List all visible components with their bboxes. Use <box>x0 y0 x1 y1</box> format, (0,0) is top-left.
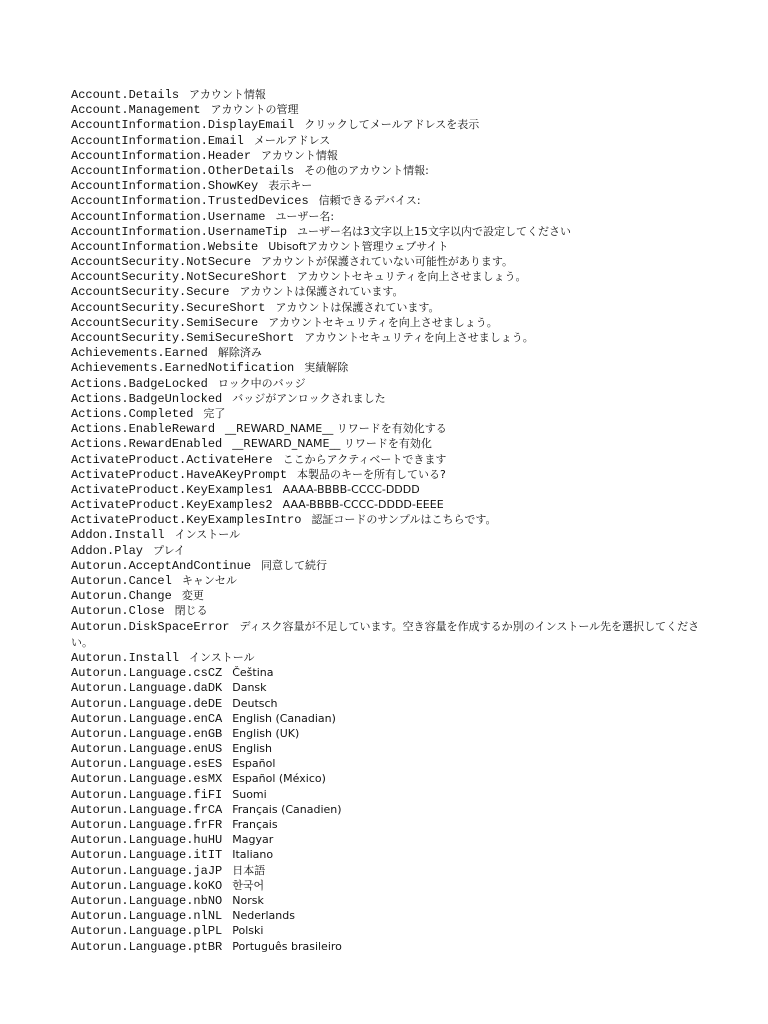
string-key: AccountInformation.TrustedDevices <box>71 194 309 209</box>
string-value: アカウントが保護されていない可能性があります。 <box>261 255 514 269</box>
string-entry <box>71 756 711 771</box>
string-value: 同意して続行 <box>261 558 328 572</box>
string-entry <box>71 847 711 862</box>
string-key: Autorun.Cancel <box>71 574 172 588</box>
string-value: バッジがアンロックされました <box>232 391 386 405</box>
string-value: ユーザー名は3文字以上15文字以内で設定してください <box>297 224 572 238</box>
string-key: AccountInformation.DisplayEmail <box>71 118 295 133</box>
string-entry <box>71 665 711 680</box>
string-key: Autorun.Language.esMX <box>71 772 223 787</box>
string-entry <box>71 102 711 117</box>
string-value: アカウントは保護されています。 <box>275 300 440 314</box>
string-entry <box>71 527 711 542</box>
string-entry <box>71 558 711 573</box>
string-value: Magyar <box>232 833 274 847</box>
string-value: 完了 <box>203 406 226 420</box>
string-value: English (UK) <box>232 726 300 740</box>
string-value: __REWARD_NAME__ リワードを有効化する <box>225 422 447 436</box>
string-entry <box>71 603 711 618</box>
string-value: ディスク容量が不足しています。空き容量を作成するか別のインストール先を選択してください。 <box>71 619 700 649</box>
string-entry <box>71 360 711 375</box>
string-value: アカウント情報 <box>189 88 266 101</box>
string-entry <box>71 543 711 558</box>
string-key: Addon.Play <box>71 543 144 558</box>
string-key: AccountInformation.Website <box>71 239 259 254</box>
string-key: Addon.Install <box>71 528 165 543</box>
string-value: Português brasileiro <box>232 939 342 953</box>
string-key: Autorun.Language.itIT <box>71 848 223 863</box>
string-value: クリックしてメールアドレスを表示 <box>304 118 480 132</box>
string-entry <box>71 148 711 163</box>
string-value: Norsk <box>232 893 264 907</box>
string-entry <box>71 771 711 786</box>
string-key: AccountInformation.OtherDetails <box>71 163 295 178</box>
string-key: Autorun.Language.enCA <box>71 711 223 726</box>
string-entry <box>71 178 711 193</box>
string-key: Autorun.Language.frCA <box>71 802 223 817</box>
string-value: 表示キー <box>268 179 313 193</box>
string-entry <box>71 817 711 832</box>
string-entry <box>71 893 711 908</box>
string-entry <box>71 406 711 421</box>
string-key: AccountSecurity.Secure <box>71 285 230 300</box>
string-value: Français (Canadien) <box>232 802 342 816</box>
string-key: Autorun.Language.daDK <box>71 681 223 696</box>
string-value: 信頼できるデバイス: <box>318 194 421 208</box>
string-value: Español <box>232 757 276 771</box>
string-key: ActivateProduct.KeyExamplesIntro <box>71 513 302 528</box>
string-entry <box>71 300 711 315</box>
string-key: Autorun.AcceptAndContinue <box>71 558 252 573</box>
string-key: Actions.Completed <box>71 406 194 421</box>
string-entry <box>71 133 711 148</box>
string-entry <box>71 726 711 741</box>
string-value: Čeština <box>232 666 274 680</box>
string-value: Deutsch <box>232 696 278 710</box>
string-value: ここからアクティベートできます <box>282 452 447 466</box>
string-entry <box>71 573 711 588</box>
string-value: インストール <box>174 528 241 542</box>
string-value: English (Canadian) <box>232 711 336 725</box>
string-value: English <box>232 742 272 756</box>
string-key: Autorun.Language.enUS <box>71 742 223 757</box>
string-entry <box>71 711 711 726</box>
string-value: Español (México) <box>232 772 326 786</box>
string-entry <box>71 315 711 330</box>
string-entry <box>71 482 711 497</box>
string-entry <box>71 224 711 239</box>
string-key: Account.Management <box>71 103 201 118</box>
string-value: アカウントセキュリティを向上させましょう。 <box>297 270 527 284</box>
string-value: インストール <box>189 650 255 664</box>
string-value: その他のアカウント情報: <box>304 163 429 177</box>
string-key: AccountSecurity.NotSecure <box>71 255 252 270</box>
string-entry <box>71 193 711 208</box>
string-entry <box>71 908 711 923</box>
string-key: Autorun.Language.jaJP <box>71 863 223 878</box>
string-entry <box>71 588 711 603</box>
string-key: Actions.EnableReward <box>71 422 216 437</box>
string-value: ロック中のバッジ <box>217 376 306 390</box>
string-entry <box>71 269 711 284</box>
string-value: アカウントの管理 <box>210 103 299 117</box>
string-value: キャンセル <box>181 574 237 587</box>
string-key: Autorun.Language.huHU <box>71 833 223 848</box>
string-entry <box>71 284 711 299</box>
string-key: Autorun.Install <box>71 650 180 665</box>
string-value: AAA-BBBB-CCCC-DDDD-EEEE <box>282 498 444 512</box>
string-key: Actions.RewardEnabled <box>71 437 223 452</box>
string-key: Autorun.Language.fiFI <box>71 787 223 802</box>
string-entry <box>71 436 711 451</box>
string-key: Autorun.Language.nbNO <box>71 893 223 908</box>
string-key: AccountInformation.Username <box>71 209 266 224</box>
string-value: 한국어 <box>232 878 265 892</box>
string-key: Autorun.Language.csCZ <box>71 666 223 681</box>
string-entry <box>71 163 711 178</box>
string-entry <box>71 239 711 254</box>
string-entry <box>71 345 711 360</box>
string-key: AccountInformation.Email <box>71 133 244 148</box>
string-value: アカウントは保護されています。 <box>239 285 404 299</box>
string-key: ActivateProduct.KeyExamples2 <box>71 498 273 513</box>
string-key: Autorun.Language.deDE <box>71 696 223 711</box>
string-value: メールアドレス <box>253 133 331 147</box>
string-entry <box>71 87 711 102</box>
string-value: Ubisoftアカウント管理ウェブサイト <box>268 239 449 253</box>
string-value: 実績解除 <box>304 361 349 375</box>
string-value: ユーザー名: <box>275 209 335 223</box>
string-value: アカウント情報 <box>261 148 338 162</box>
string-entry <box>71 878 711 893</box>
string-key: Autorun.Change <box>71 589 172 604</box>
localization-document <box>71 87 711 954</box>
string-key: AccountInformation.UsernameTip <box>71 224 288 239</box>
string-key: Autorun.Language.plPL <box>71 924 223 939</box>
string-entry <box>71 923 711 938</box>
string-entry <box>71 330 711 345</box>
string-key: AccountSecurity.SemiSecure <box>71 315 259 330</box>
string-value: Dansk <box>232 681 267 695</box>
string-value: 閉じる <box>174 604 208 618</box>
string-value: 変更 <box>181 589 204 603</box>
string-entry <box>71 391 711 406</box>
string-entry <box>71 452 711 467</box>
string-key: Autorun.Language.koKO <box>71 878 223 893</box>
string-value: アカウントセキュリティを向上させましょう。 <box>304 331 534 344</box>
string-key: Autorun.Language.frFR <box>71 818 223 833</box>
string-key: Actions.BadgeLocked <box>71 376 208 391</box>
string-value: 認証コードのサンプルはこちらです。 <box>311 513 497 527</box>
string-value: __REWARD_NAME__ リワードを有効化 <box>232 437 432 451</box>
string-value: Italiano <box>232 848 274 862</box>
string-entry <box>71 680 711 695</box>
string-key: Autorun.Language.nlNL <box>71 909 223 924</box>
string-entry <box>71 696 711 711</box>
string-key: ActivateProduct.HaveAKeyPrompt <box>71 467 288 482</box>
string-entry <box>71 863 711 878</box>
string-key: AccountSecurity.NotSecureShort <box>71 270 288 285</box>
string-key: Achievements.EarnedNotification <box>71 361 295 376</box>
string-key: Autorun.Language.enGB <box>71 726 223 741</box>
string-entry <box>71 650 711 665</box>
string-entry <box>71 421 711 436</box>
string-key: AccountInformation.ShowKey <box>71 179 259 194</box>
string-value: Français <box>232 818 278 832</box>
string-entry <box>71 467 711 482</box>
string-value: Nederlands <box>232 909 295 923</box>
string-key: ActivateProduct.KeyExamples1 <box>71 482 273 497</box>
string-value: 解除済み <box>217 346 262 360</box>
string-entry <box>71 117 711 132</box>
string-entry <box>71 376 711 391</box>
string-key: Account.Details <box>71 88 180 102</box>
string-entry <box>71 497 711 512</box>
string-value: 日本語 <box>232 863 266 877</box>
string-key: Autorun.Close <box>71 604 165 619</box>
string-key: Autorun.Language.esES <box>71 757 223 772</box>
string-entry <box>71 832 711 847</box>
string-key: Autorun.Language.ptBR <box>71 939 223 954</box>
string-value: 本製品のキーを所有している? <box>297 467 446 481</box>
string-value: Polski <box>232 924 264 938</box>
string-entry <box>71 802 711 817</box>
string-key: AccountInformation.Header <box>71 148 252 163</box>
string-entry <box>71 741 711 756</box>
string-entry <box>71 254 711 269</box>
string-value: AAAA-BBBB-CCCC-DDDD <box>282 482 420 496</box>
string-entry <box>71 619 711 650</box>
string-entry <box>71 787 711 802</box>
string-value: Suomi <box>232 787 267 801</box>
string-key: AccountSecurity.SecureShort <box>71 300 266 315</box>
string-key: Autorun.DiskSpaceError <box>71 619 230 634</box>
string-value: プレイ <box>153 543 186 557</box>
string-entry <box>71 209 711 224</box>
string-key: Achievements.Earned <box>71 346 208 361</box>
string-value: アカウントセキュリティを向上させましょう。 <box>268 315 498 329</box>
string-key: Actions.BadgeUnlocked <box>71 391 223 406</box>
string-key: ActivateProduct.ActivateHere <box>71 452 273 467</box>
string-entry <box>71 512 711 527</box>
string-key: AccountSecurity.SemiSecureShort <box>71 331 295 345</box>
string-entry <box>71 939 711 954</box>
